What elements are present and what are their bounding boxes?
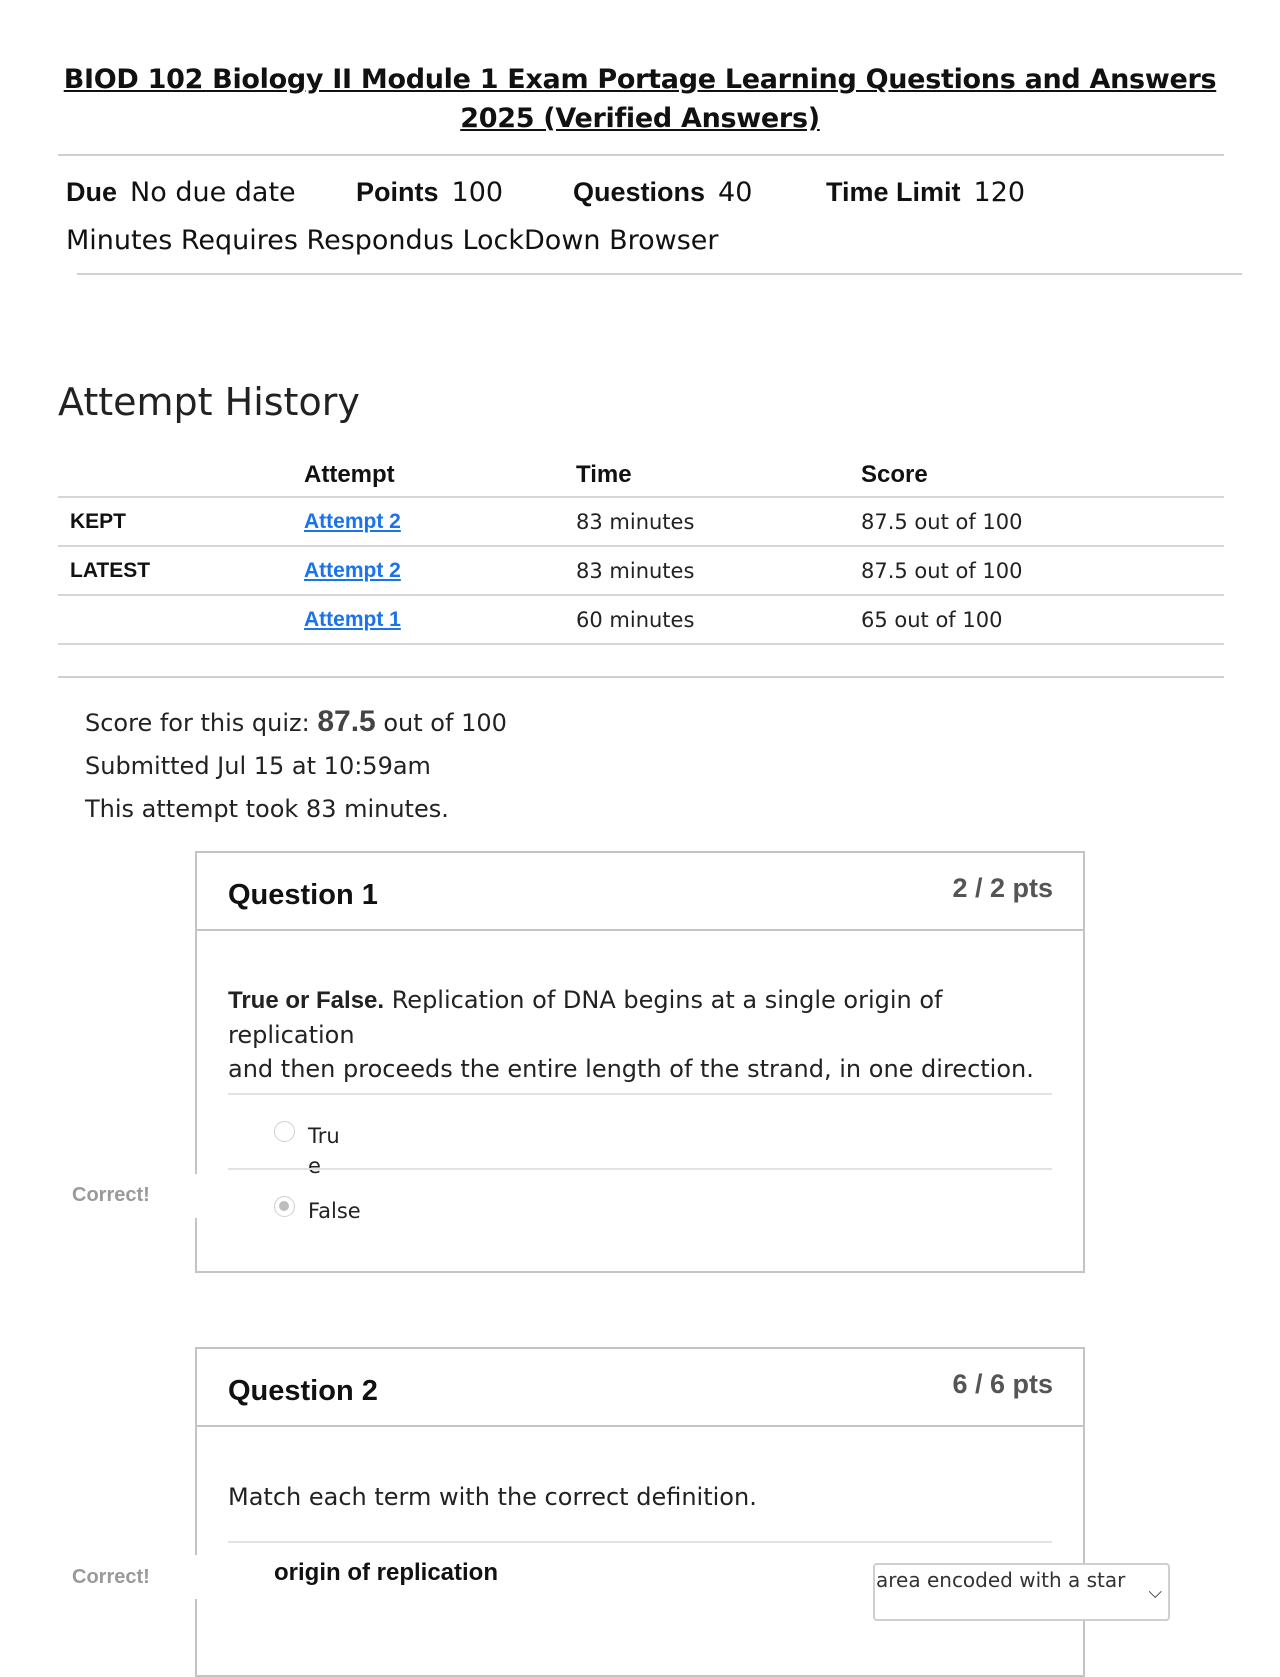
attempt-link[interactable]: Attempt 1 — [304, 608, 401, 631]
match-term: origin of replication — [274, 1559, 499, 1586]
prompt-bold: True or False. — [228, 987, 385, 1014]
table-row — [58, 497, 1224, 546]
divider — [77, 273, 1242, 275]
points-label: Points — [356, 177, 439, 207]
table-row — [58, 546, 1224, 595]
answer-label-line: Tru — [308, 1124, 340, 1148]
submitted-text: Submitted Jul 15 at 10:59am — [85, 752, 431, 780]
question-points: 2 / 2 pts — [952, 873, 1053, 903]
due-value: No due date — [130, 177, 296, 208]
answer-option[interactable] — [228, 1093, 1052, 1178]
question-prompt: Match each term with the correct definition. — [228, 1483, 757, 1511]
radio-button[interactable] — [274, 1121, 295, 1142]
attempt-link[interactable]: Attempt 2 — [304, 559, 401, 582]
table-header-row — [58, 453, 1224, 497]
column-header: Score — [861, 460, 928, 488]
attempt-history-heading: Attempt History — [58, 380, 360, 424]
quiz-summary — [85, 700, 507, 831]
document-title-line2: 2025 (Verified Answers) — [460, 103, 820, 134]
question-header — [197, 853, 1083, 931]
answer-option[interactable] — [228, 1168, 1052, 1268]
time-limit-label: Time Limit — [826, 177, 961, 207]
dropdown-value: area encoded with a star — [876, 1568, 1126, 1592]
table-row — [58, 595, 1224, 644]
due-label: Due — [66, 177, 118, 207]
prompt-text: Replication of DNA begins at a single origin of — [391, 986, 943, 1014]
question-header — [197, 1349, 1083, 1427]
column-header: Time — [576, 460, 632, 488]
prompt-text: replication — [228, 1021, 355, 1049]
score-value: 87.5 — [317, 705, 376, 738]
attempt-link[interactable]: Attempt 2 — [304, 510, 401, 533]
question-points: 6 / 6 pts — [952, 1369, 1053, 1399]
feedback-gap — [186, 1555, 198, 1599]
time-limit-value: 120 — [973, 177, 1026, 208]
questions-value: 40 — [718, 177, 753, 208]
attempt-time: 83 minutes — [576, 546, 861, 595]
question-title: Question 1 — [228, 879, 378, 911]
attempt-time: 83 minutes — [576, 497, 861, 546]
meta-line-2: Minutes Requires Respondus LockDown Browser — [66, 225, 719, 256]
answer-label: False — [308, 1199, 361, 1223]
question-title: Question 2 — [228, 1375, 378, 1407]
attempt-tag — [58, 595, 304, 644]
chevron-down-icon: ⌵ — [1148, 1582, 1162, 1603]
document-title-line1: BIOD 102 Biology II Module 1 Exam Portage Learning Questions and Answers — [63, 64, 1217, 95]
correct-feedback: Correct! — [72, 1184, 150, 1206]
attempt-score: 87.5 out of 100 — [861, 497, 1224, 546]
score-prefix: Score for this quiz: — [85, 709, 310, 737]
question-card — [195, 1347, 1162, 1677]
quiz-meta — [66, 168, 1226, 265]
attempt-tag: KEPT — [58, 497, 304, 546]
attempt-score: 87.5 out of 100 — [861, 546, 1224, 595]
answer-label-line: e — [308, 1154, 321, 1178]
column-header — [58, 453, 304, 497]
question-prompt — [228, 983, 1052, 1086]
attempt-time: 60 minutes — [576, 595, 861, 644]
duration-text: This attempt took 83 minutes. — [85, 795, 449, 823]
questions-label: Questions — [573, 177, 706, 207]
attempt-history-table — [58, 453, 1224, 645]
divider — [58, 154, 1224, 156]
score-suffix: out of 100 — [383, 709, 507, 737]
attempt-score: 65 out of 100 — [861, 595, 1224, 644]
feedback-gap — [186, 1174, 198, 1218]
document-title — [58, 60, 1222, 138]
question-card — [195, 851, 1085, 1273]
match-dropdown[interactable] — [873, 1563, 1170, 1621]
correct-feedback: Correct! — [72, 1566, 150, 1588]
points-value: 100 — [451, 177, 504, 208]
attempt-tag: LATEST — [58, 546, 304, 595]
prompt-text: and then proceeds the entire length of the strand, in one direction. — [228, 1055, 1034, 1083]
divider — [58, 676, 1224, 678]
radio-button-selected[interactable] — [274, 1196, 295, 1217]
column-header: Attempt — [304, 460, 395, 488]
